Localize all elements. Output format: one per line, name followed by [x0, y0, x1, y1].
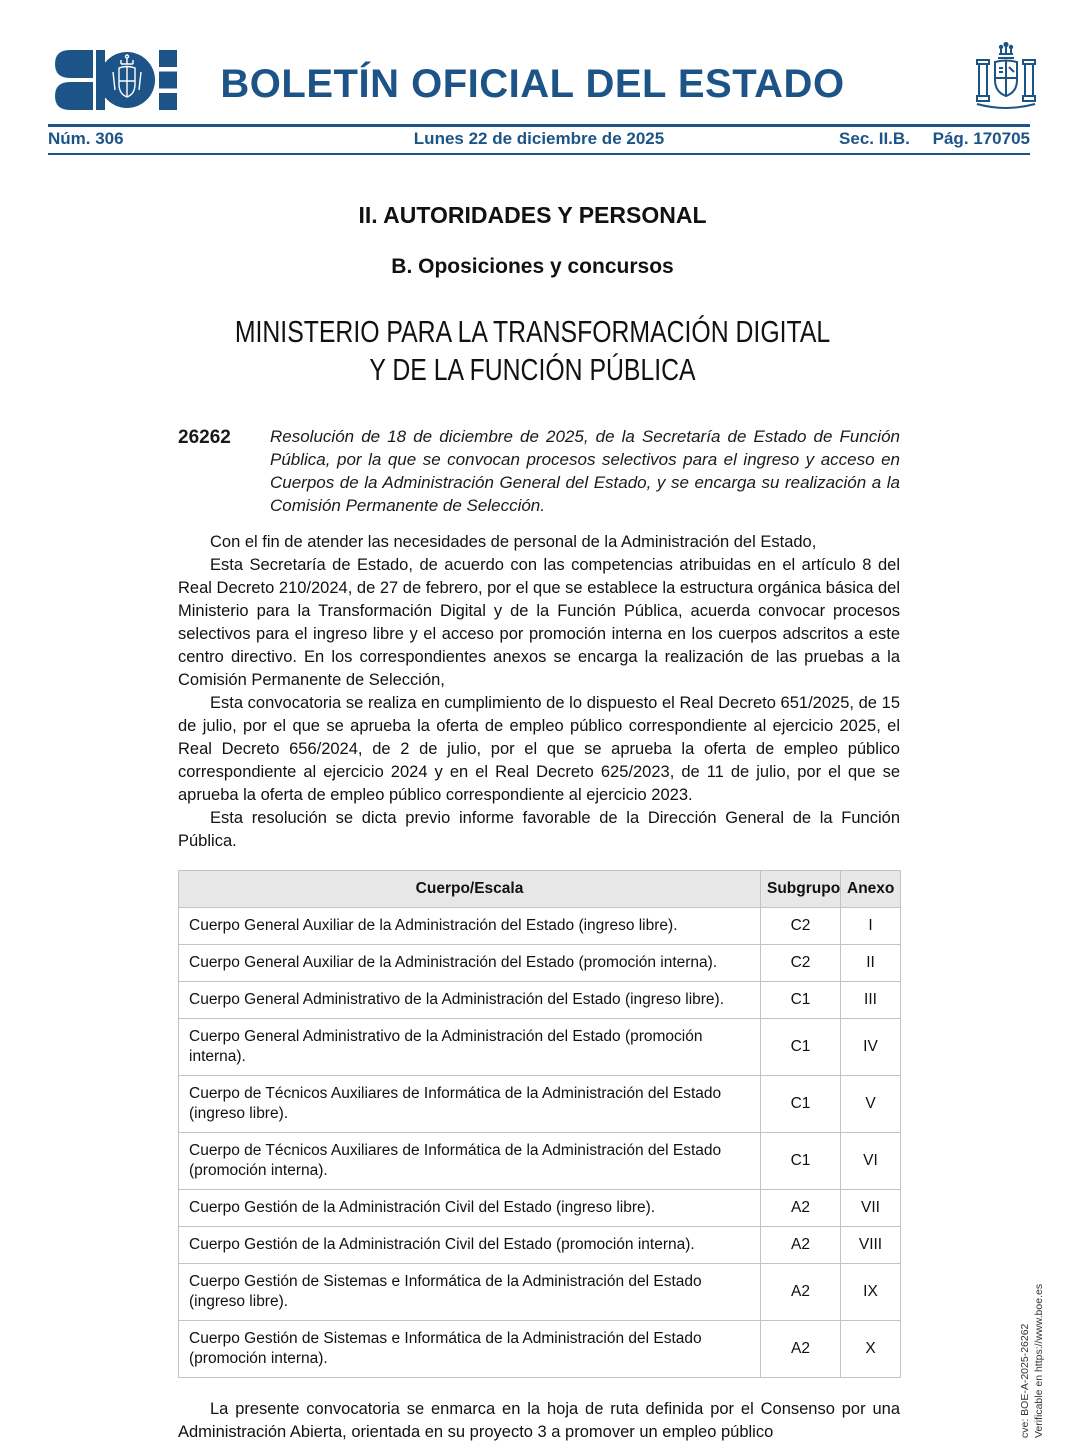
document-body: [0, 160, 1065, 1444]
cell-cuerpo: Cuerpo de Técnicos Auxiliares de Informática de la Administración del Estado (ingreso libre).: [179, 1076, 761, 1133]
page-number: Pág. 170705: [932, 129, 1030, 148]
table-row: [179, 1019, 901, 1076]
cell-anexo: VII: [841, 1190, 901, 1227]
table-row: [179, 908, 901, 945]
table-row: [179, 1227, 901, 1264]
body-paragraph-2: Esta Secretaría de Estado, de acuerdo con las competencias atribuidas en el artículo 8 del Real Decreto 210/2024, de 27 de febrero, por el que se establece la estructura orgánica básica del Ministerio para la Transformación Digital y de la Función Pública, acuerda convocar procesos selectivos para el ingreso libre y el acceso por promoción interna en los cuerpos adscritos a este centro directivo. En los correspondientes anexos se encarga la realización de las pruebas a la Comisión Permanente de Selección,: [178, 556, 900, 689]
body-paragraph-3: Esta convocatoria se realiza en cumplimiento de lo dispuesto el Real Decreto 651/2025, de 15 de julio, por el que se aprueba la oferta de empleo público correspondiente al ejercicio 2025, el Real Decreto 656/2024, de 2 de julio, por el que se aprueba la oferta de empleo público correspondiente al ejercicio 2024 y en el Real Decreto 625/2023, de 11 de julio, por el que se aprueba la oferta de empleo público correspondiente al ejercicio 2023.: [178, 694, 900, 804]
cell-subgrupo: A2: [761, 1227, 841, 1264]
cell-subgrupo: C1: [761, 1133, 841, 1190]
body-paragraphs: [178, 531, 900, 853]
boe-masthead-title: BOLETÍN OFICIAL DEL ESTADO: [220, 62, 845, 106]
table-header-anexo: Anexo: [841, 871, 901, 908]
cuerpos-table: [178, 870, 901, 1378]
section-page-group: [839, 129, 1030, 149]
spain-coat-of-arms-icon: [975, 42, 1037, 127]
cell-anexo: X: [841, 1321, 901, 1378]
table-header-cuerpo: Cuerpo/Escala: [179, 871, 761, 908]
cell-subgrupo: C1: [761, 1019, 841, 1076]
cell-cuerpo: Cuerpo General Administrativo de la Administración del Estado (ingreso libre).: [179, 982, 761, 1019]
table-row: [179, 1264, 901, 1321]
subsection-heading: B. Oposiciones y concursos: [391, 255, 674, 278]
cell-cuerpo: Cuerpo de Técnicos Auxiliares de Informática de la Administración del Estado (promoción interna).: [179, 1133, 761, 1190]
closing-paragraph: La presente convocatoria se enmarca en la hoja de ruta definida por el Consenso por una Administración Abierta, orientada en su proyecto 3 a promover un empleo público: [178, 1400, 900, 1441]
cell-cuerpo: Cuerpo Gestión de Sistemas e Informática de la Administración del Estado (ingreso libre).: [179, 1264, 761, 1321]
cell-anexo: IX: [841, 1264, 901, 1321]
cell-subgrupo: C2: [761, 945, 841, 982]
cell-subgrupo: C1: [761, 1076, 841, 1133]
header-rule-bottom: [48, 153, 1030, 155]
table-row: [179, 1190, 901, 1227]
ministry-heading-line1: MINISTERIO PARA LA TRANSFORMACIÓN DIGITAL: [234, 314, 831, 349]
cell-cuerpo: Cuerpo General Auxiliar de la Administración del Estado (promoción interna).: [179, 945, 761, 982]
cve-url: Verificable en https://www.boe.es: [1033, 1283, 1045, 1438]
cell-anexo: I: [841, 908, 901, 945]
cell-cuerpo: Cuerpo Gestión de Sistemas e Informática de la Administración del Estado (promoción interna).: [179, 1321, 761, 1378]
cell-subgrupo: C2: [761, 908, 841, 945]
cell-anexo: VIII: [841, 1227, 901, 1264]
cell-cuerpo: Cuerpo General Administrativo de la Administración del Estado (promoción interna).: [179, 1019, 761, 1076]
cell-cuerpo: Cuerpo General Auxiliar de la Administración del Estado (ingreso libre).: [179, 908, 761, 945]
table-row: [179, 945, 901, 982]
cell-anexo: V: [841, 1076, 901, 1133]
issue-number: Núm. 306: [48, 129, 124, 148]
cell-anexo: IV: [841, 1019, 901, 1076]
article-number: 26262: [178, 427, 231, 448]
header-rule-top: [48, 124, 1030, 127]
ministry-heading-line2: Y DE LA FUNCIÓN PÚBLICA: [369, 352, 696, 387]
cell-cuerpo: Cuerpo Gestión de la Administración Civil del Estado (ingreso libre).: [179, 1190, 761, 1227]
cell-subgrupo: A2: [761, 1190, 841, 1227]
cell-subgrupo: A2: [761, 1264, 841, 1321]
body-paragraph-4: Esta resolución se dicta previo informe favorable de la Dirección General de la Función Pública.: [178, 809, 900, 850]
cell-anexo: III: [841, 982, 901, 1019]
section-label: Sec. II.B.: [839, 129, 910, 148]
cell-anexo: VI: [841, 1133, 901, 1190]
table-row: [179, 982, 901, 1019]
section-heading: II. AUTORIDADES Y PERSONAL: [358, 202, 707, 228]
table-row: [179, 1133, 901, 1190]
article-summary: Resolución de 18 de diciembre de 2025, de la Secretaría de Estado de Función Pública, por la que se convocan procesos selectivos para el ingreso y acceso en Cuerpos de la Administración General del Estado, y se encarga su realización a la Comisión Permanente de Selección.: [270, 427, 900, 515]
cell-subgrupo: C1: [761, 982, 841, 1019]
cve-code: cve: BOE-A-2025-26262: [1019, 1323, 1031, 1438]
table-header-row: [179, 871, 901, 908]
body-paragraph-1: Con el fin de atender las necesidades de personal de la Administración del Estado,: [210, 533, 817, 551]
article-block: [178, 425, 900, 517]
issue-date: Lunes 22 de diciembre de 2025: [413, 129, 665, 148]
table-row: [179, 1076, 901, 1133]
ministry-heading: [107, 313, 959, 389]
cell-subgrupo: A2: [761, 1321, 841, 1378]
table-row: [179, 1321, 901, 1378]
table-header-subgrupo: Subgrupo: [761, 871, 841, 908]
cell-anexo: II: [841, 945, 901, 982]
cve-verification-text: [1018, 1284, 1046, 1438]
header-info-row: [48, 129, 1030, 151]
cell-cuerpo: Cuerpo Gestión de la Administración Civil del Estado (promoción interna).: [179, 1227, 761, 1264]
